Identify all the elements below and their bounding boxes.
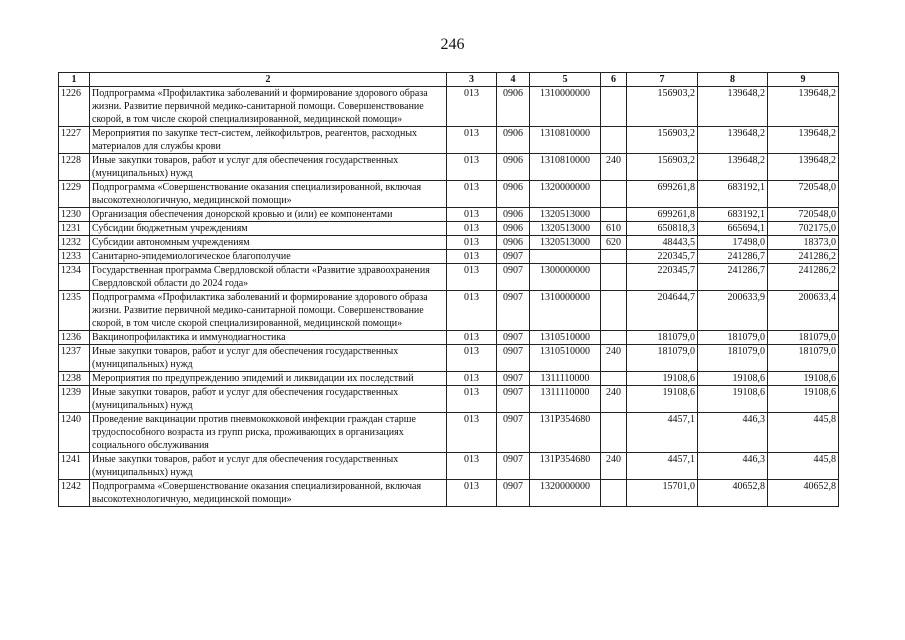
item-name-cell: Субсидии автономным учреждениям [90,236,447,250]
amount-col-9-cell: 139648,2 [768,154,839,181]
administrator-code-cell: 013 [447,250,497,264]
item-name-cell: Государственная программа Свердловской области «Развитие здравоохранения Свердловской области до 2024 года» [90,264,447,291]
amount-col-9-cell: 181079,0 [768,345,839,372]
target-article-code-cell: 1320000000 [530,480,601,507]
amount-col-8-cell: 139648,2 [698,127,768,154]
row-number-cell: 1228 [59,154,90,181]
expense-type-code-cell: 240 [601,154,627,181]
item-name-cell: Иные закупки товаров, работ и услуг для обеспечения государственных (муниципальных) нужд [90,386,447,413]
page-number: 246 [440,36,465,53]
expense-type-code-cell [601,480,627,507]
amount-col-9-cell: 241286,2 [768,250,839,264]
expense-type-code-cell: 240 [601,453,627,480]
amount-col-7-cell: 156903,2 [627,87,698,127]
item-name-cell: Мероприятия по предупреждению эпидемий и ликвидации их последствий [90,372,447,386]
table-row [59,386,839,413]
amount-col-9-cell: 18373,0 [768,236,839,250]
amount-col-8-cell: 665694,1 [698,222,768,236]
row-number-cell: 1237 [59,345,90,372]
expense-type-code-cell: 240 [601,345,627,372]
header-col-5: 5 [530,73,601,87]
row-number-cell: 1233 [59,250,90,264]
administrator-code-cell: 013 [447,154,497,181]
target-article-code-cell: 1311110000 [530,372,601,386]
amount-col-8-cell: 19108,6 [698,372,768,386]
amount-col-9-cell: 445,8 [768,413,839,453]
header-col-4: 4 [497,73,530,87]
amount-col-9-cell: 702175,0 [768,222,839,236]
section-code-cell: 0907 [497,345,530,372]
amount-col-9-cell: 19108,6 [768,372,839,386]
amount-col-8-cell: 446,3 [698,413,768,453]
table-row [59,331,839,345]
expense-type-code-cell: 240 [601,386,627,413]
item-name-cell: Вакцинопрофилактика и иммунодиагностика [90,331,447,345]
table-row [59,480,839,507]
amount-col-7-cell: 220345,7 [627,264,698,291]
header-col-3: 3 [447,73,497,87]
header-col-6: 6 [601,73,627,87]
amount-col-7-cell: 4457,1 [627,453,698,480]
administrator-code-cell: 013 [447,331,497,345]
row-number-cell: 1242 [59,480,90,507]
administrator-code-cell: 013 [447,222,497,236]
amount-col-9-cell: 139648,2 [768,87,839,127]
administrator-code-cell: 013 [447,480,497,507]
amount-col-7-cell: 19108,6 [627,372,698,386]
item-name-cell: Подпрограмма «Совершенствование оказания специализированной, включая высокотехнологичную, медицинской помощи» [90,480,447,507]
header-col-2: 2 [90,73,447,87]
row-number-cell: 1240 [59,413,90,453]
amount-col-8-cell: 40652,8 [698,480,768,507]
section-code-cell: 0907 [497,453,530,480]
amount-col-7-cell: 699261,8 [627,208,698,222]
section-code-cell: 0906 [497,181,530,208]
target-article-code-cell: 1320513000 [530,222,601,236]
section-code-cell: 0907 [497,413,530,453]
amount-col-7-cell: 19108,6 [627,386,698,413]
amount-col-7-cell: 4457,1 [627,413,698,453]
row-number-cell: 1230 [59,208,90,222]
amount-col-7-cell: 15701,0 [627,480,698,507]
table-row [59,345,839,372]
table-row [59,154,839,181]
amount-col-8-cell: 181079,0 [698,331,768,345]
amount-col-7-cell: 156903,2 [627,154,698,181]
table-row [59,127,839,154]
section-code-cell: 0906 [497,127,530,154]
amount-col-7-cell: 204644,7 [627,291,698,331]
amount-col-9-cell: 200633,4 [768,291,839,331]
target-article-code-cell: 1310000000 [530,291,601,331]
expense-type-code-cell [601,250,627,264]
administrator-code-cell: 013 [447,372,497,386]
expense-type-code-cell [601,127,627,154]
item-name-cell: Субсидии бюджетным учреждениям [90,222,447,236]
item-name-cell: Иные закупки товаров, работ и услуг для обеспечения государственных (муниципальных) нужд [90,154,447,181]
header-col-9: 9 [768,73,839,87]
section-code-cell: 0907 [497,291,530,331]
table-row [59,222,839,236]
amount-col-8-cell: 139648,2 [698,154,768,181]
target-article-code-cell: 131P354680 [530,453,601,480]
row-number-cell: 1238 [59,372,90,386]
table-row [59,372,839,386]
target-article-code-cell: 1320513000 [530,236,601,250]
table-row [59,264,839,291]
row-number-cell: 1234 [59,264,90,291]
section-code-cell: 0907 [497,372,530,386]
expense-type-code-cell [601,291,627,331]
amount-col-8-cell: 200633,9 [698,291,768,331]
expense-type-code-cell [601,264,627,291]
section-code-cell: 0907 [497,250,530,264]
amount-col-9-cell: 241286,2 [768,264,839,291]
section-code-cell: 0907 [497,386,530,413]
row-number-cell: 1226 [59,87,90,127]
administrator-code-cell: 013 [447,208,497,222]
amount-col-8-cell: 181079,0 [698,345,768,372]
amount-col-8-cell: 446,3 [698,453,768,480]
amount-col-8-cell: 241286,7 [698,250,768,264]
expense-type-code-cell: 620 [601,236,627,250]
item-name-cell: Санитарно-эпидемиологическое благополучие [90,250,447,264]
table-row [59,453,839,480]
target-article-code-cell: 1310000000 [530,87,601,127]
table-row [59,87,839,127]
administrator-code-cell: 013 [447,413,497,453]
expense-type-code-cell [601,372,627,386]
section-code-cell: 0906 [497,154,530,181]
amount-col-8-cell: 683192,1 [698,181,768,208]
section-code-cell: 0906 [497,87,530,127]
section-code-cell: 0906 [497,222,530,236]
row-number-cell: 1231 [59,222,90,236]
target-article-code-cell: 1320000000 [530,181,601,208]
item-name-cell: Мероприятия по закупке тест-систем, лейкофильтров, реагентов, расходных материалов для службы крови [90,127,447,154]
amount-col-8-cell: 241286,7 [698,264,768,291]
amount-col-7-cell: 48443,5 [627,236,698,250]
administrator-code-cell: 013 [447,345,497,372]
administrator-code-cell: 013 [447,386,497,413]
row-number-cell: 1229 [59,181,90,208]
amount-col-7-cell: 220345,7 [627,250,698,264]
amount-col-7-cell: 181079,0 [627,331,698,345]
row-number-cell: 1232 [59,236,90,250]
header-col-1: 1 [59,73,90,87]
target-article-code-cell: 1310810000 [530,127,601,154]
amount-col-7-cell: 699261,8 [627,181,698,208]
section-code-cell: 0906 [497,236,530,250]
amount-col-8-cell: 683192,1 [698,208,768,222]
target-article-code-cell: 1300000000 [530,264,601,291]
table-body [59,87,839,507]
row-number-cell: 1235 [59,291,90,331]
header-col-8: 8 [698,73,768,87]
item-name-cell: Подпрограмма «Профилактика заболеваний и формирование здорового образа жизни. Развитие первичной медико-санитарной помощи. Совершенствование скорой, в том числе скорой специализированной, медицинской помощи» [90,87,447,127]
target-article-code-cell: 1320513000 [530,208,601,222]
row-number-cell: 1236 [59,331,90,345]
section-code-cell: 0907 [497,264,530,291]
amount-col-9-cell: 720548,0 [768,181,839,208]
table-row [59,236,839,250]
table-row [59,208,839,222]
administrator-code-cell: 013 [447,453,497,480]
table-row [59,413,839,453]
item-name-cell: Организация обеспечения донорской кровью и (или) ее компонентами [90,208,447,222]
table-header-row [59,73,839,87]
item-name-cell: Подпрограмма «Совершенствование оказания специализированной, включая высокотехнологичную, медицинской помощи» [90,181,447,208]
expense-type-code-cell [601,413,627,453]
target-article-code-cell: 1310810000 [530,154,601,181]
target-article-code-cell: 131P354680 [530,413,601,453]
table-row [59,181,839,208]
amount-col-8-cell: 17498,0 [698,236,768,250]
administrator-code-cell: 013 [447,291,497,331]
administrator-code-cell: 013 [447,264,497,291]
expense-type-code-cell [601,331,627,345]
expense-type-code-cell: 610 [601,222,627,236]
amount-col-9-cell: 19108,6 [768,386,839,413]
expense-type-code-cell [601,87,627,127]
amount-col-7-cell: 156903,2 [627,127,698,154]
amount-col-9-cell: 181079,0 [768,331,839,345]
table-row [59,250,839,264]
amount-col-9-cell: 720548,0 [768,208,839,222]
amount-col-7-cell: 650818,3 [627,222,698,236]
row-number-cell: 1227 [59,127,90,154]
item-name-cell: Проведение вакцинации против пневмококковой инфекции граждан старше трудоспособного возраста из групп риска, проживающих в организациях социального обслуживания [90,413,447,453]
section-code-cell: 0907 [497,331,530,345]
item-name-cell: Иные закупки товаров, работ и услуг для обеспечения государственных (муниципальных) нужд [90,453,447,480]
administrator-code-cell: 013 [447,87,497,127]
administrator-code-cell: 013 [447,127,497,154]
target-article-code-cell [530,250,601,264]
section-code-cell: 0907 [497,480,530,507]
row-number-cell: 1241 [59,453,90,480]
expense-type-code-cell [601,181,627,208]
administrator-code-cell: 013 [447,181,497,208]
amount-col-8-cell: 19108,6 [698,386,768,413]
amount-col-9-cell: 445,8 [768,453,839,480]
target-article-code-cell: 1311110000 [530,386,601,413]
row-number-cell: 1239 [59,386,90,413]
item-name-cell: Подпрограмма «Профилактика заболеваний и формирование здорового образа жизни. Развитие первичной медико-санитарной помощи. Совершенствование скорой, в том числе скорой специализированной, медицинской помощи» [90,291,447,331]
header-col-7: 7 [627,73,698,87]
administrator-code-cell: 013 [447,236,497,250]
amount-col-9-cell: 139648,2 [768,127,839,154]
expense-type-code-cell [601,208,627,222]
amount-col-8-cell: 139648,2 [698,87,768,127]
amount-col-9-cell: 40652,8 [768,480,839,507]
item-name-cell: Иные закупки товаров, работ и услуг для обеспечения государственных (муниципальных) нужд [90,345,447,372]
target-article-code-cell: 1310510000 [530,345,601,372]
budget-table [58,72,839,507]
target-article-code-cell: 1310510000 [530,331,601,345]
section-code-cell: 0906 [497,208,530,222]
table-row [59,291,839,331]
amount-col-7-cell: 181079,0 [627,345,698,372]
